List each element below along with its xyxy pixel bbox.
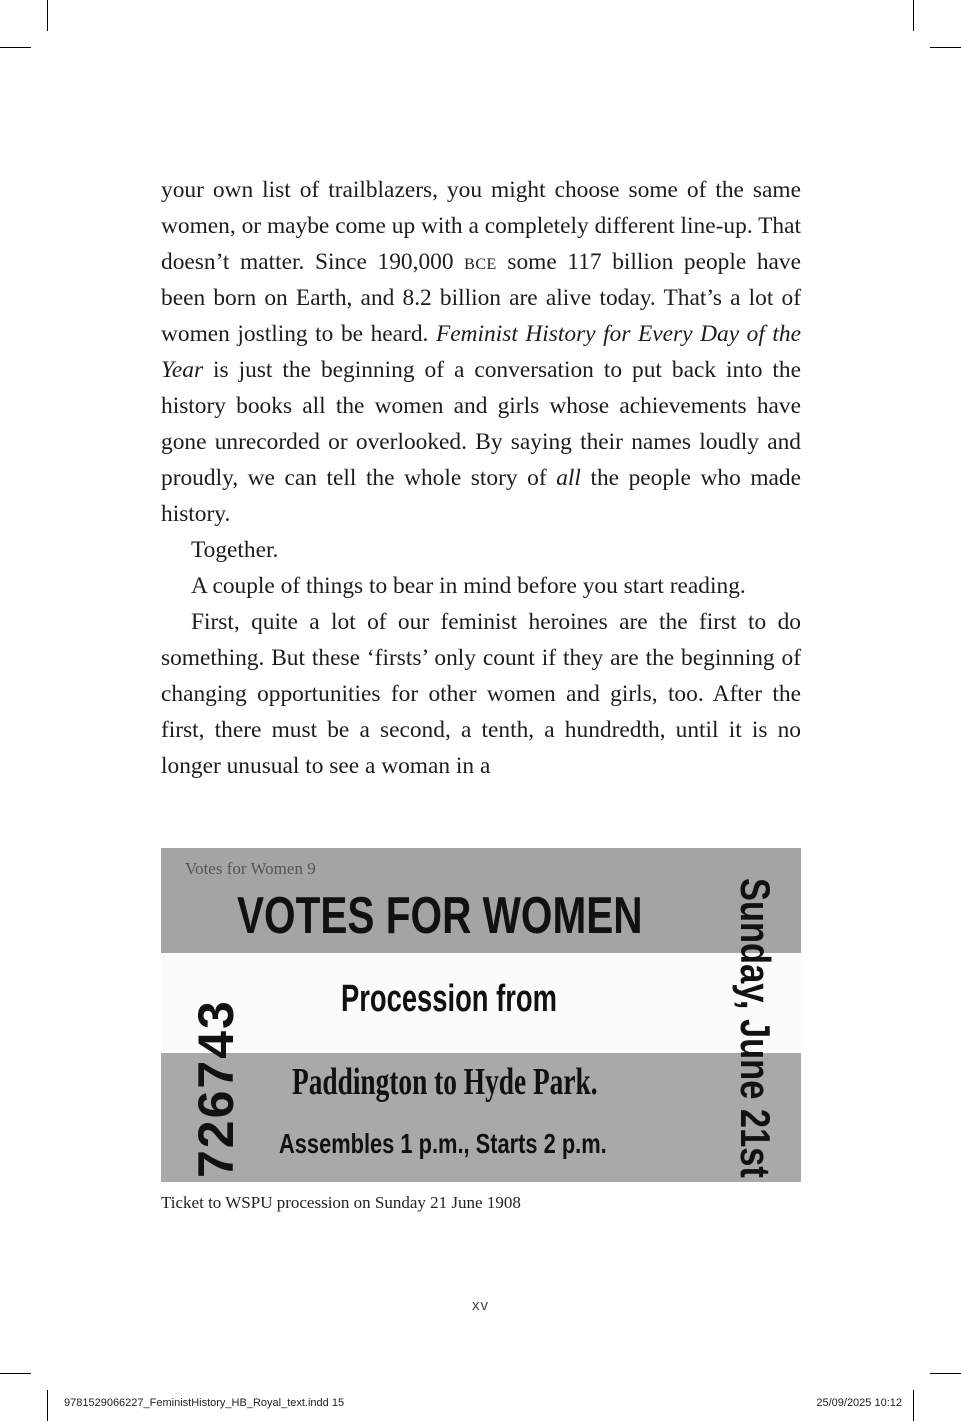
- ticket-line-procession: Procession from: [341, 978, 557, 1020]
- crop-mark-bottom-right-vertical: [913, 1390, 914, 1421]
- body-text: [161, 172, 801, 784]
- italic-text: all: [556, 465, 581, 491]
- text-run: is just the beginning of a conversation to put back into the history books all the women and girls whose achievements have gone unrecorded or overlooked. By saying their names loudly and proudly, we can tell the whole story of: [161, 357, 801, 491]
- crop-mark-top-left-vertical: [47, 0, 48, 31]
- text-run: your own list of trailblazers, you might choose some of the same women, or maybe come up with a completely different line-up. That doesn’t matter. Since 190,000: [161, 177, 801, 275]
- ticket-headline: VOTES FOR WOMEN: [237, 887, 643, 945]
- ticket-date-vertical: Sunday, June 21st: [732, 878, 779, 1178]
- italic-text: Feminist History for Every Day of the Year: [161, 321, 802, 383]
- body-paragraph: [161, 172, 801, 532]
- text-run: A couple of things to bear in mind before you start reading.: [191, 573, 746, 599]
- crop-mark-bottom-left-vertical: [47, 1390, 48, 1421]
- body-paragraph: [161, 532, 801, 568]
- ticket-line-times: Assembles 1 p.m., Starts 2 p.m.: [279, 1128, 607, 1159]
- text-run: the people who made history.: [161, 465, 801, 527]
- crop-mark-top-right-horizontal: [930, 47, 961, 48]
- body-paragraph: [161, 568, 801, 604]
- ticket-image: [161, 848, 801, 1182]
- figure-caption: Ticket to WSPU procession on Sunday 21 June 1908: [161, 1193, 521, 1212]
- slug-filename: 9781529066227_FeministHistory_HB_Royal_text.indd 15: [64, 1397, 345, 1409]
- ticket-line-route: Paddington to Hyde Park.: [292, 1061, 598, 1103]
- text-run: some 117 billion people have been born on Earth, and 8.2 billion are alive today. That’s a lot of women jostling to be heard.: [161, 249, 801, 347]
- page-number: xv: [472, 1297, 489, 1314]
- text-run: First, quite a lot of our feminist heroines are the first to do something. But these ‘firsts’ only count if they are the beginning of changing opportunities for other women and girls, too. After the first, there must be a second, a tenth, a hundredth, until it is no longer unusual to see a woman in a: [161, 609, 801, 779]
- text-run: Together.: [191, 537, 279, 563]
- ticket-serial-number: 726743: [188, 999, 244, 1178]
- crop-mark-top-right-vertical: [913, 0, 914, 31]
- crop-mark-top-left-horizontal: [0, 47, 31, 48]
- slug-datetime: 25/09/2025 10:12: [816, 1397, 902, 1409]
- crop-mark-bottom-right-horizontal: [930, 1373, 961, 1374]
- small-caps-text: bce: [464, 249, 497, 274]
- ticket-source-label: Votes for Women 9: [185, 859, 316, 878]
- body-paragraph: [161, 604, 801, 784]
- crop-mark-bottom-left-horizontal: [0, 1373, 31, 1374]
